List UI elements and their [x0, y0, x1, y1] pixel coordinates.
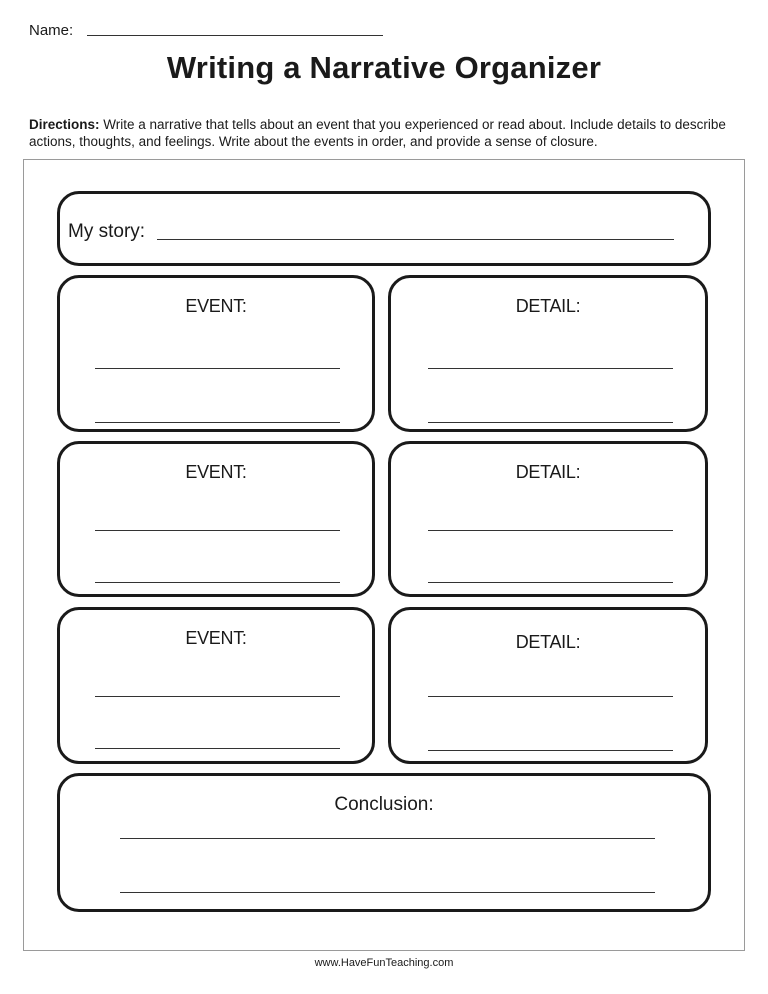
- event-label-3: EVENT:: [185, 628, 247, 648]
- detail-label-3: DETAIL:: [515, 632, 581, 652]
- detail-label-1: DETAIL:: [515, 296, 581, 316]
- event-label-2: EVENT:: [185, 462, 247, 482]
- detail-2-write-line-2: [428, 582, 673, 583]
- event-3-write-line-2: [95, 748, 340, 749]
- detail-3-write-line-1: [428, 696, 673, 697]
- event-1-write-line-2: [95, 422, 340, 423]
- event-box-3: [57, 607, 375, 764]
- event-box-1: [57, 275, 375, 432]
- page-title: Writing a Narrative Organizer: [166, 50, 602, 85]
- detail-box-2: [388, 441, 708, 597]
- my-story-label: My story:: [68, 221, 146, 242]
- name-write-line: [87, 35, 383, 36]
- detail-label-2: DETAIL:: [515, 462, 581, 482]
- event-3-write-line-1: [95, 696, 340, 697]
- detail-1-write-line-1: [428, 368, 673, 369]
- event-2-write-line-2: [95, 582, 340, 583]
- directions: [29, 116, 749, 150]
- detail-box-1: [388, 275, 708, 432]
- conclusion-write-line-1: [120, 838, 655, 839]
- detail-2-write-line-1: [428, 530, 673, 531]
- my-story-write-line: [157, 239, 674, 240]
- detail-3-write-line-2: [428, 750, 673, 751]
- detail-1-write-line-2: [428, 422, 673, 423]
- conclusion-label: Conclusion:: [334, 794, 434, 815]
- footer-website: www.HaveFunTeaching.com: [314, 957, 454, 969]
- event-1-write-line-1: [95, 368, 340, 369]
- conclusion-box: [57, 773, 711, 912]
- detail-box-3: [388, 607, 708, 764]
- conclusion-write-line-2: [120, 892, 655, 893]
- name-label: Name:: [29, 22, 74, 39]
- event-label-1: EVENT:: [185, 296, 247, 316]
- event-box-2: [57, 441, 375, 597]
- directions-text: Write a narrative that tells about an event that you experienced or read about. Include details to describe actions, thoughts, and feelings. Write about the events in order, and provide a sense of closure.: [29, 117, 726, 149]
- name-row: [29, 22, 383, 39]
- directions-label: Directions:: [29, 117, 100, 132]
- my-story-box: [57, 191, 711, 266]
- event-2-write-line-1: [95, 530, 340, 531]
